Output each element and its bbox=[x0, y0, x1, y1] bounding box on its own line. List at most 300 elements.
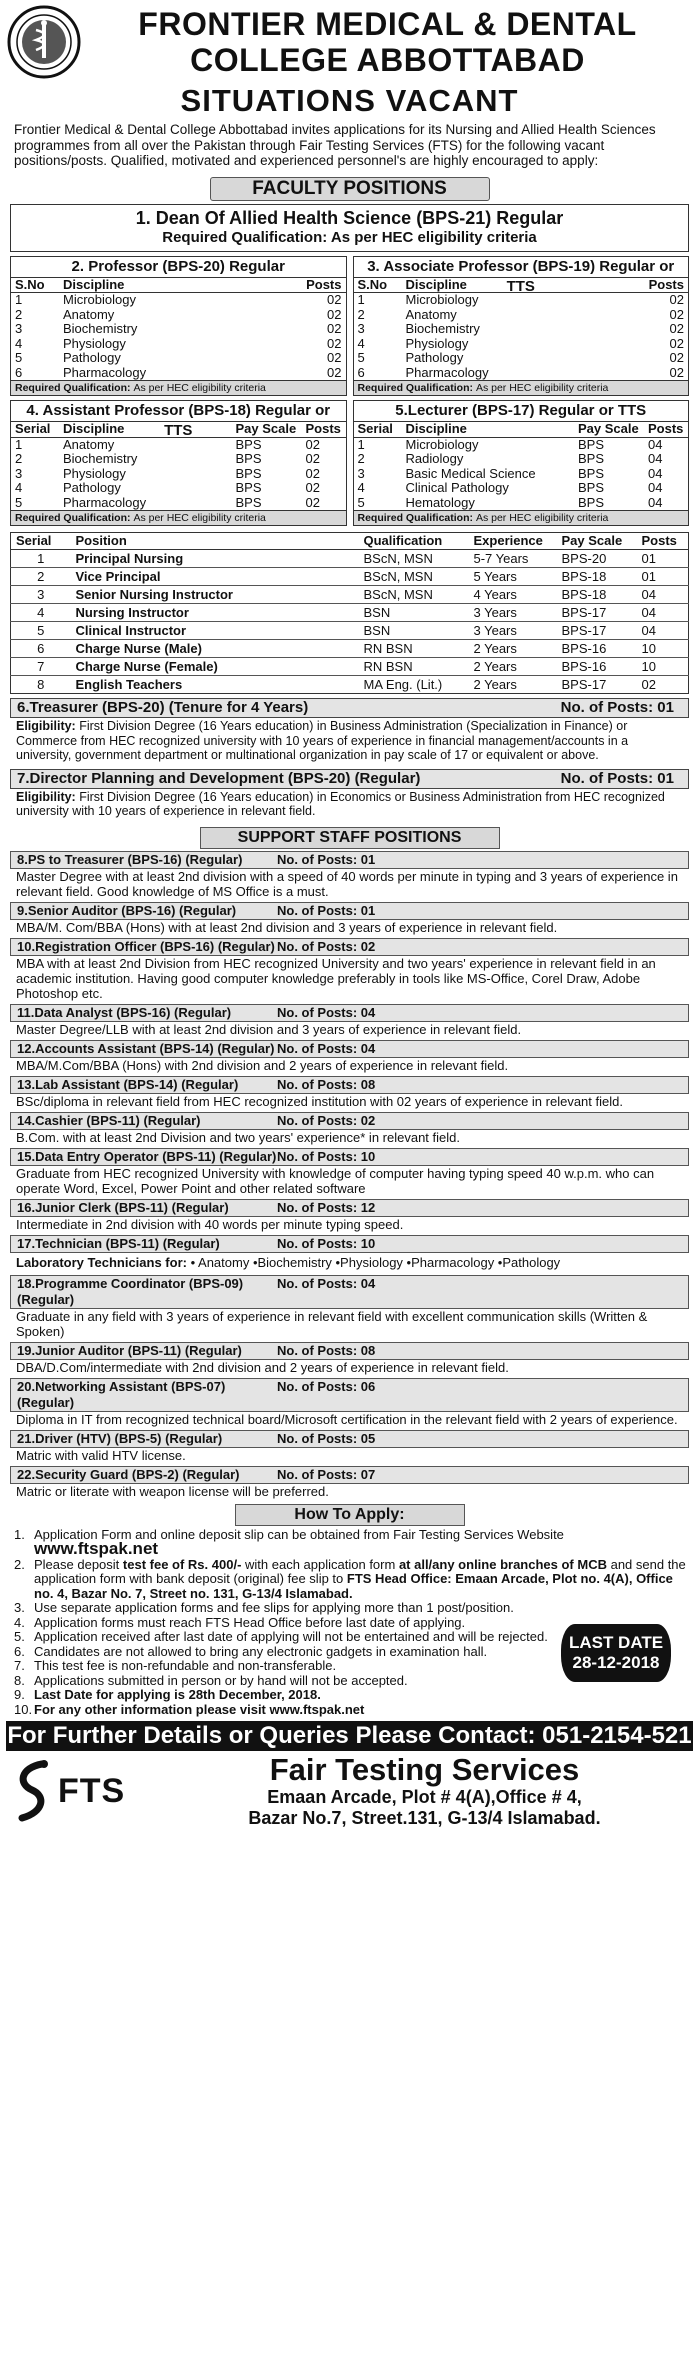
college-title bbox=[82, 4, 693, 78]
req-label: Required Qualification: bbox=[15, 512, 131, 524]
col-header: Discipline bbox=[402, 422, 575, 437]
table-cell: Pharmacology bbox=[63, 364, 147, 380]
col-header: Serial bbox=[11, 422, 59, 437]
table-cell: 4 bbox=[15, 335, 23, 351]
table-cell: Pharmacology bbox=[405, 364, 489, 380]
senior-post-treasurer bbox=[6, 698, 693, 765]
table-cell: Microbiology bbox=[405, 436, 479, 452]
situations-vacant-heading: SITUATIONS VACANT bbox=[180, 83, 519, 118]
table-cell: 2 Years bbox=[469, 640, 557, 658]
table-cell: 5 bbox=[15, 494, 23, 510]
post-header bbox=[10, 851, 689, 869]
post-description: Graduate in any field with 3 years of experience in relevant field with excellent communication skills (Written & Spoken) bbox=[16, 1308, 648, 1339]
post-header bbox=[10, 1148, 689, 1166]
table-cell: BPS-17 bbox=[557, 604, 637, 622]
table-cell: BPS-16 bbox=[557, 658, 637, 676]
post-header bbox=[10, 1040, 689, 1058]
post-header bbox=[10, 1342, 689, 1360]
table-cell: 01 bbox=[637, 550, 689, 568]
table-cell: BPS bbox=[578, 436, 605, 452]
table-cell: 04 bbox=[648, 480, 663, 495]
table-cell: Physiology bbox=[63, 465, 126, 481]
col-header: Discipline bbox=[59, 422, 232, 437]
item-text-bold: FTS Head Office: Emaan Arcade, Plot no. 4(A), Office no. 4, Bazar No. 7, Street no. 131, G-13/4 Islamabad. bbox=[34, 1571, 673, 1601]
address-line-1: Emaan Arcade, Plot # 4(A),Office # 4, bbox=[267, 1787, 582, 1807]
elig-text: First Division Degree (16 Years education) in Business Administration (Specialization in Finance) or Commerce from HEC recognized university with 10 years of experience in financial management/accounts in a university, government department or multinational organization in pay scale of 17 or equivalent or above. bbox=[16, 719, 629, 762]
table-cell: Biochemistry bbox=[63, 451, 138, 466]
post-count: No. of Posts: 01 bbox=[560, 769, 674, 787]
table-cell: 04 bbox=[648, 494, 663, 510]
how-to-apply-heading: How To Apply: bbox=[235, 1504, 465, 1526]
table-cell: 3 bbox=[357, 321, 365, 336]
post-header bbox=[10, 1378, 689, 1412]
item-number: 6. bbox=[14, 1643, 25, 1659]
table-cell: 10 bbox=[637, 658, 689, 676]
post-header bbox=[10, 1235, 689, 1253]
table-cell: 04 bbox=[648, 451, 663, 466]
table-row bbox=[354, 308, 689, 323]
support-staff-heading: SUPPORT STAFF POSITIONS bbox=[200, 827, 500, 849]
post-count: No. of Posts: 02 bbox=[277, 1112, 376, 1128]
associate-box bbox=[353, 256, 690, 397]
post-count: No. of Posts: 07 bbox=[277, 1466, 376, 1482]
post-title: 18.Programme Coordinator (BPS-09) (Regular) bbox=[17, 1275, 244, 1307]
table-cell: BPS bbox=[578, 465, 605, 481]
post-count: No. of Posts: 12 bbox=[277, 1199, 376, 1215]
lecturer-table bbox=[354, 422, 689, 510]
support-staff-list-2 bbox=[6, 1275, 693, 1500]
table-row bbox=[354, 322, 689, 337]
col-header: Pay Scale bbox=[574, 422, 644, 437]
table-cell: 3 bbox=[357, 465, 365, 481]
table-cell: 02 bbox=[305, 451, 320, 466]
col-header: Discipline bbox=[402, 278, 643, 293]
support-post bbox=[6, 1112, 693, 1146]
table-cell: 02 bbox=[327, 350, 342, 365]
item-text: Application forms must reach FTS Head Office before last date of applying. bbox=[34, 1614, 466, 1630]
post-description: B.Com. with at least 2nd Division and two years' experience* in relevant field. bbox=[16, 1129, 460, 1145]
contact-bar: For Further Details or Queries Please Contact: 051-2154-521 bbox=[7, 1722, 692, 1749]
table-cell: 4 bbox=[11, 604, 71, 622]
table-cell: 04 bbox=[648, 465, 663, 481]
table-cell: 04 bbox=[637, 622, 689, 640]
post-title: 15.Data Entry Operator (BPS-11) (Regular) bbox=[17, 1148, 277, 1164]
table-cell: 02 bbox=[305, 480, 320, 495]
table-cell: 02 bbox=[305, 494, 320, 510]
table-cell: 2 bbox=[15, 306, 23, 322]
support-post bbox=[6, 902, 693, 936]
post-count: No. of Posts: 10 bbox=[277, 1235, 376, 1251]
item-number: 3. bbox=[14, 1600, 25, 1615]
table-cell: 5 bbox=[15, 350, 23, 365]
col-header: Posts bbox=[644, 422, 688, 437]
footer-address-block bbox=[156, 1753, 693, 1829]
requirement-note bbox=[354, 380, 689, 395]
last-date-badge bbox=[561, 1624, 671, 1682]
post-description: BSc/diploma in relevant field from HEC recognized institution with 02 years of experience in relevant field. bbox=[16, 1093, 623, 1109]
intro-paragraph: Frontier Medical & Dental College Abbottabad invites applications for its Nursing and Allied Health Sciences programmes from all over the Pakistan through Fair Testing Services (FTS) for the following vacant positions/posts. Qualified, motivated and experienced personnel's are highly encouraged to apply: bbox=[14, 122, 656, 168]
item-text-bold: Last Date for applying is 28th December, 2018. bbox=[34, 1687, 321, 1702]
post-count: No. of Posts: 02 bbox=[277, 938, 376, 954]
table-cell: 6 bbox=[15, 364, 23, 380]
table-cell: Anatomy bbox=[63, 306, 115, 322]
fts-name: Fair Testing Services bbox=[269, 1752, 580, 1787]
dean-requirement: Required Qualification: As per HEC eligibility criteria bbox=[162, 228, 537, 246]
table-cell: BSN bbox=[359, 622, 469, 640]
table-cell: Biochemistry bbox=[63, 321, 138, 336]
table-cell: 2 Years bbox=[469, 658, 557, 676]
post-title: 9.Senior Auditor (BPS-16) (Regular) bbox=[17, 902, 237, 918]
table-cell: Anatomy bbox=[63, 436, 115, 452]
col-header: Discipline bbox=[59, 278, 300, 293]
table-cell: Nursing Instructor bbox=[71, 604, 359, 622]
table-cell: 02 bbox=[327, 292, 342, 307]
table-row bbox=[354, 496, 689, 511]
requirement-note bbox=[11, 510, 346, 525]
table-row bbox=[11, 550, 689, 568]
post-header bbox=[10, 769, 689, 789]
table-cell: 02 bbox=[305, 465, 320, 481]
associate-title: 3. Associate Professor (BPS-19) Regular or TTS bbox=[354, 257, 689, 278]
header bbox=[6, 4, 693, 82]
post-eligibility bbox=[6, 789, 693, 821]
post-title: 7.Director Planning and Development (BPS-20) (Regular) bbox=[17, 769, 421, 787]
table-cell: English Teachers bbox=[71, 676, 359, 694]
table-row bbox=[11, 337, 346, 352]
table-row bbox=[11, 640, 689, 658]
table-cell: 2 bbox=[357, 451, 365, 466]
table-cell: Microbiology bbox=[405, 292, 479, 307]
table-cell: 01 bbox=[637, 568, 689, 586]
table-cell: 3 bbox=[15, 465, 23, 481]
professor-title: 2. Professor (BPS-20) Regular bbox=[11, 257, 346, 278]
table-cell: 04 bbox=[648, 436, 663, 452]
table-cell: Vice Principal bbox=[71, 568, 359, 586]
elig-label: Eligibility: bbox=[16, 719, 76, 733]
table-cell: 10 bbox=[637, 640, 689, 658]
table-cell: 02 bbox=[669, 350, 684, 365]
post-description: Master Degree with at least 2nd division with a speed of 40 words per minute in typing and 3 years of experience in relevant field. Good knowledge of MS Office is a must. bbox=[16, 868, 678, 899]
table-cell: 02 bbox=[669, 321, 684, 336]
post-description: MBA/M. Com/BBA (Hons) with at least 2nd division and 3 years of experience in relevant field. bbox=[16, 919, 558, 935]
table-cell: Biochemistry bbox=[405, 321, 480, 336]
item-number: 8. bbox=[14, 1672, 25, 1688]
table-row bbox=[11, 496, 346, 511]
college-seal-icon bbox=[6, 4, 82, 80]
table-cell: 04 bbox=[637, 604, 689, 622]
support-post bbox=[6, 1275, 693, 1340]
table-cell: BPS-17 bbox=[557, 676, 637, 694]
post-description: Master Degree/LLB with at least 2nd division and 3 years of experience in relevant field. bbox=[16, 1021, 522, 1037]
post-header bbox=[10, 1275, 689, 1309]
item-text: This test fee is non-refundable and non-transferable. bbox=[34, 1658, 337, 1673]
support-post bbox=[6, 1235, 693, 1253]
lab-list: • Anatomy •Biochemistry •Physiology •Pharmacology •Pathology bbox=[186, 1254, 561, 1270]
item-text: Candidates are not allowed to bring any electronic gadgets in examination hall. bbox=[34, 1643, 488, 1659]
support-post bbox=[6, 1004, 693, 1038]
post-count: No. of Posts: 05 bbox=[277, 1430, 376, 1446]
col-header: Position bbox=[71, 533, 359, 550]
table-row bbox=[11, 322, 346, 337]
support-post bbox=[6, 1076, 693, 1110]
table-cell: Clinical Pathology bbox=[405, 480, 509, 495]
support-post bbox=[6, 1199, 693, 1233]
table-cell: 5 Years bbox=[469, 568, 557, 586]
table-cell: Microbiology bbox=[63, 292, 136, 307]
table-row bbox=[354, 437, 689, 452]
table-cell: Pathology bbox=[63, 350, 121, 365]
item-number: 5. bbox=[14, 1629, 25, 1644]
table-cell: Anatomy bbox=[405, 306, 457, 322]
post-count: No. of Posts: 01 bbox=[277, 851, 376, 867]
req-text: As per HEC eligibility criteria bbox=[475, 382, 609, 394]
table-cell: 3 Years bbox=[469, 622, 557, 640]
req-label: Required Qualification: bbox=[357, 512, 474, 524]
post-count: No. of Posts: 10 bbox=[277, 1148, 376, 1164]
table-cell: Senior Nursing Instructor bbox=[71, 586, 359, 604]
faculty-row-2 bbox=[10, 400, 689, 526]
lecturer-box bbox=[353, 400, 690, 526]
faculty-row-1 bbox=[10, 256, 689, 397]
table-cell: BPS-16 bbox=[557, 640, 637, 658]
table-cell: 7 bbox=[11, 658, 71, 676]
table-cell: 6 bbox=[11, 640, 71, 658]
post-description: Intermediate in 2nd division with 40 words per minute typing speed. bbox=[16, 1216, 404, 1232]
post-title: 16.Junior Clerk (BPS-11) (Regular) bbox=[17, 1199, 229, 1215]
table-cell: 4 bbox=[15, 480, 23, 495]
post-title: 22.Security Guard (BPS-2) (Regular) bbox=[17, 1466, 240, 1482]
table-cell: Pharmacology bbox=[63, 494, 147, 510]
col-header: Experience bbox=[469, 533, 557, 550]
item-text: and send the application form with bank deposit (original) fee slip to bbox=[34, 1556, 686, 1586]
post-count: No. of Posts: 01 bbox=[277, 902, 376, 918]
table-cell: Principal Nursing bbox=[71, 550, 359, 568]
item-text: Application Form and online deposit slip can be obtained from Fair Testing Services Website bbox=[34, 1526, 564, 1542]
table-cell: Charge Nurse (Male) bbox=[71, 640, 359, 658]
requirement-note bbox=[354, 510, 689, 525]
post-header bbox=[10, 1466, 689, 1484]
post-header bbox=[10, 1112, 689, 1130]
support-post bbox=[6, 1466, 693, 1500]
table-cell: 02 bbox=[669, 364, 684, 380]
table-cell: 3 bbox=[15, 321, 23, 336]
item-text-bold: For any other information please visit www.ftspak.net bbox=[34, 1701, 365, 1717]
table-cell: 5 bbox=[357, 494, 365, 510]
professor-box bbox=[10, 256, 347, 397]
table-cell: Physiology bbox=[63, 335, 126, 351]
post-title: 10.Registration Officer (BPS-16) (Regular) bbox=[17, 938, 275, 954]
table-cell: BPS bbox=[235, 494, 262, 510]
col-header: Posts bbox=[642, 278, 688, 293]
table-cell: BScN, MSN bbox=[359, 586, 469, 604]
footer bbox=[6, 1753, 693, 1829]
title-line-2: COLLEGE ABBOTTABAD bbox=[190, 42, 585, 78]
table-row bbox=[11, 366, 346, 381]
list-item bbox=[14, 1601, 687, 1616]
post-header bbox=[10, 1199, 689, 1217]
col-header: Serial bbox=[11, 533, 71, 550]
post-header bbox=[10, 902, 689, 920]
table-cell: 02 bbox=[637, 676, 689, 694]
table-cell: 1 bbox=[357, 292, 365, 307]
assistant-box bbox=[10, 400, 347, 526]
table-row bbox=[11, 308, 346, 323]
post-header bbox=[10, 1004, 689, 1022]
table-cell: 4 bbox=[357, 335, 365, 351]
col-header: S.No bbox=[354, 278, 402, 293]
item-number: 4. bbox=[14, 1614, 25, 1630]
table-cell: Pathology bbox=[63, 480, 121, 495]
website-link[interactable]: www.ftspak.net bbox=[34, 1539, 159, 1558]
requirement-note bbox=[11, 380, 346, 395]
support-post bbox=[6, 1040, 693, 1074]
table-cell: Physiology bbox=[405, 335, 469, 351]
post-title: 13.Lab Assistant (BPS-14) (Regular) bbox=[17, 1076, 239, 1092]
table-row bbox=[11, 676, 689, 694]
post-header bbox=[10, 1430, 689, 1448]
table-cell: BPS bbox=[578, 480, 605, 495]
table-cell: 8 bbox=[11, 676, 71, 694]
table-cell: 02 bbox=[669, 292, 684, 307]
post-title: 20.Networking Assistant (BPS-07) (Regular) bbox=[17, 1378, 226, 1410]
table-cell: BPS bbox=[578, 494, 605, 510]
list-item: 9. Last Date for applying is 28th December, 2018. bbox=[14, 1688, 687, 1703]
table-row bbox=[11, 452, 346, 467]
table-cell: 5 bbox=[357, 350, 365, 365]
table-cell: 2 bbox=[11, 568, 71, 586]
col-header: Qualification bbox=[359, 533, 469, 550]
post-title: 19.Junior Auditor (BPS-11) (Regular) bbox=[17, 1342, 242, 1358]
table-cell: 2 Years bbox=[469, 676, 557, 694]
faculty-positions-heading: FACULTY POSITIONS bbox=[210, 177, 490, 201]
post-header bbox=[10, 1076, 689, 1094]
table-cell: BSN bbox=[359, 604, 469, 622]
post-title: 8.PS to Treasurer (BPS-16) (Regular) bbox=[17, 851, 243, 867]
table-cell: BPS-17 bbox=[557, 622, 637, 640]
post-description: MBA with at least 2nd Division from HEC recognized University and two years' experience in relevant field in an academic institution. Having good computer knowledge preferably in tools like MS-Office, Corel Draw, Adobe Photoshop etc. bbox=[16, 955, 656, 1001]
req-label: Required Qualification: bbox=[357, 382, 474, 394]
table-cell: Hematology bbox=[405, 494, 475, 510]
post-count: No. of Posts: 04 bbox=[277, 1040, 376, 1056]
table-cell: Clinical Instructor bbox=[71, 622, 359, 640]
col-header: Posts bbox=[300, 278, 346, 293]
item-number: 7. bbox=[14, 1658, 25, 1673]
post-count: No. of Posts: 01 bbox=[560, 699, 674, 716]
assistant-title: 4. Assistant Professor (BPS-18) Regular or TTS bbox=[11, 401, 346, 422]
col-header: Posts bbox=[637, 533, 689, 550]
table-cell: 5 bbox=[11, 622, 71, 640]
table-cell: 02 bbox=[327, 364, 342, 380]
table-row bbox=[354, 467, 689, 482]
lab-label: Laboratory Technicians for: bbox=[16, 1254, 187, 1270]
table-cell: RN BSN bbox=[359, 658, 469, 676]
post-header bbox=[10, 938, 689, 956]
post-description: Matric with valid HTV license. bbox=[16, 1447, 186, 1463]
post-description: DBA/D.Com/intermediate with 2nd division and 2 years of experience in relevant field. bbox=[16, 1359, 509, 1375]
table-row bbox=[354, 481, 689, 496]
table-cell: MA Eng. (Lit.) bbox=[359, 676, 469, 694]
item-text-bold: test fee of Rs. 400/- bbox=[122, 1556, 242, 1572]
table-cell: 04 bbox=[637, 586, 689, 604]
support-post bbox=[6, 1342, 693, 1376]
table-row bbox=[11, 293, 346, 308]
table-cell: BPS bbox=[578, 451, 605, 466]
item-text: Use separate application forms and fee slips for applying more than 1 post/position. bbox=[34, 1600, 514, 1615]
support-post bbox=[6, 851, 693, 900]
table-cell: 02 bbox=[327, 306, 342, 322]
professor-table bbox=[11, 278, 346, 381]
table-cell: 2 bbox=[357, 306, 365, 322]
list-item: 1. Application Form and online deposit slip can be obtained from Fair Testing Services Website www.ftspak.net bbox=[14, 1526, 564, 1558]
post-eligibility bbox=[6, 718, 693, 765]
table-cell: BPS-20 bbox=[557, 550, 637, 568]
table-cell: 3 Years bbox=[469, 604, 557, 622]
table-cell: 1 bbox=[15, 436, 23, 452]
table-cell: 02 bbox=[327, 321, 342, 336]
table-row bbox=[354, 452, 689, 467]
col-header: Pay Scale bbox=[232, 422, 302, 437]
table-cell: Charge Nurse (Female) bbox=[71, 658, 359, 676]
table-row bbox=[11, 568, 689, 586]
elig-label: Eligibility: bbox=[16, 789, 76, 804]
table-cell: 02 bbox=[305, 436, 320, 452]
post-header bbox=[10, 698, 689, 718]
table-cell: 3 bbox=[11, 586, 71, 604]
support-post bbox=[6, 1148, 693, 1197]
last-date-label: LAST DATE bbox=[568, 1632, 664, 1652]
table-cell: BPS bbox=[235, 436, 262, 452]
list-item: 10. For any other information please visit www.ftspak.net bbox=[14, 1703, 687, 1718]
req-label: Required Qualification: bbox=[15, 382, 131, 394]
post-count: No. of Posts: 08 bbox=[277, 1076, 376, 1092]
elig-text: First Division Degree (16 Years education) in Economics or Business Administration from HEC recognized university with 10 years of experience in relevant field. bbox=[16, 789, 665, 818]
fts-swirl-icon bbox=[12, 1758, 52, 1824]
table-row bbox=[354, 337, 689, 352]
post-title: 21.Driver (HTV) (BPS-5) (Regular) bbox=[17, 1430, 223, 1446]
dean-box bbox=[10, 204, 689, 252]
col-header: Pay Scale bbox=[557, 533, 637, 550]
table-cell: 6 bbox=[357, 364, 365, 380]
support-post bbox=[6, 938, 693, 1002]
post-title: 17.Technician (BPS-11) (Regular) bbox=[17, 1235, 220, 1251]
support-staff-list bbox=[6, 851, 693, 1253]
table-cell: Radiology bbox=[405, 451, 464, 466]
item-text: Applications submitted in person or by hand will not be accepted. bbox=[34, 1672, 408, 1688]
support-post bbox=[6, 1430, 693, 1464]
item-text-bold: at all/any online branches of MCB bbox=[398, 1556, 607, 1572]
table-row bbox=[11, 467, 346, 482]
table-cell: 02 bbox=[327, 335, 342, 351]
table-row bbox=[11, 604, 689, 622]
table-cell: BPS-18 bbox=[557, 586, 637, 604]
table-row bbox=[11, 481, 346, 496]
table-cell: 4 bbox=[357, 480, 365, 495]
table-row bbox=[11, 658, 689, 676]
lab-technicians-line bbox=[6, 1253, 693, 1273]
post-count: No. of Posts: 08 bbox=[277, 1342, 376, 1358]
table-cell: BPS bbox=[235, 480, 262, 495]
dean-title: 1. Dean Of Allied Health Science (BPS-21) Regular bbox=[135, 207, 564, 228]
post-description: Matric or literate with weapon license will be preferred. bbox=[16, 1483, 329, 1499]
table-cell: 02 bbox=[669, 335, 684, 351]
table-cell: BPS bbox=[235, 451, 262, 466]
table-cell: BScN, MSN bbox=[359, 568, 469, 586]
req-text: As per HEC eligibility criteria bbox=[133, 382, 266, 394]
post-description: Diploma in IT from recognized technical board/Microsoft certification in the relevant field with 2 years of experience. bbox=[16, 1411, 678, 1427]
table-cell: 4 Years bbox=[469, 586, 557, 604]
table-cell: BScN, MSN bbox=[359, 550, 469, 568]
item-text: Application received after last date of applying will not be entertained and will be rejected. bbox=[34, 1629, 548, 1644]
